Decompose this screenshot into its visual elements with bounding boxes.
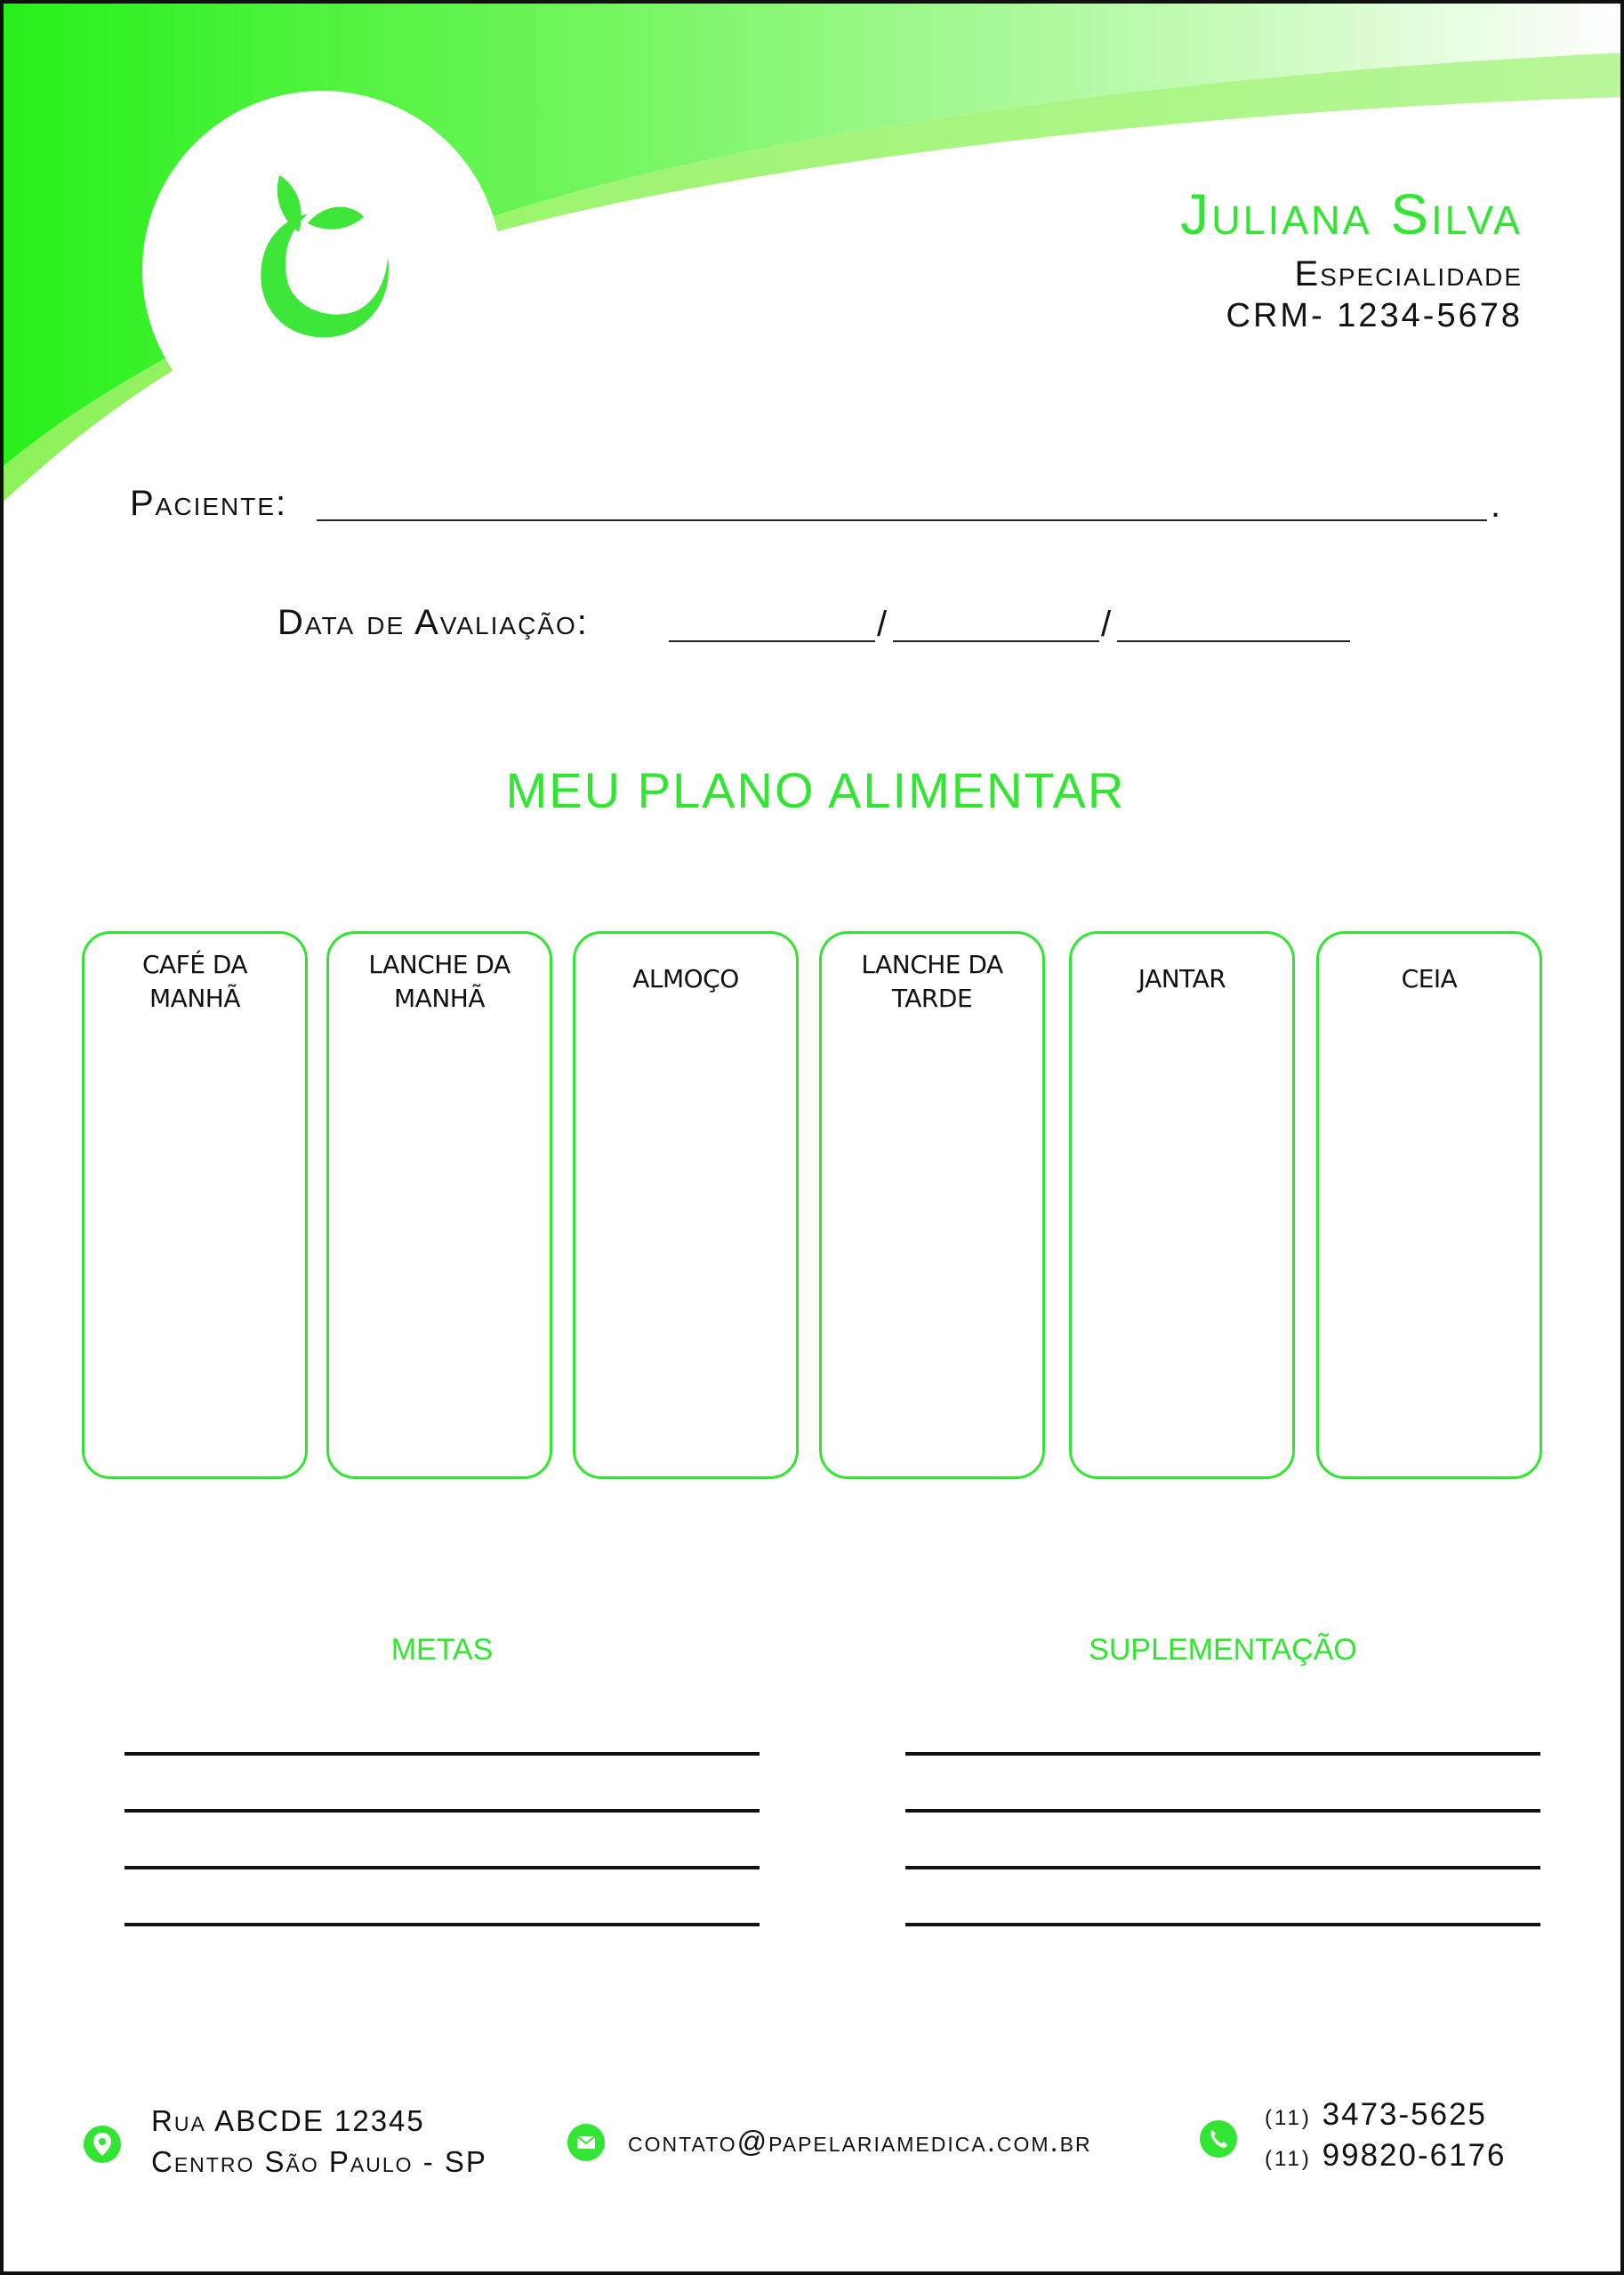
supplement-line[interactable] — [905, 1809, 1540, 1813]
envelope-icon — [567, 2124, 605, 2161]
meal-box-dinner[interactable] — [1069, 931, 1295, 1479]
meal-box-lunch[interactable] — [573, 931, 799, 1479]
contact-email[interactable]: contato@papelariamedica.com.br — [628, 2125, 1092, 2158]
plan-title: MEU PLANO ALIMENTAR — [505, 762, 1126, 818]
date-day-line[interactable] — [669, 640, 875, 642]
patient-label: Paciente: — [130, 484, 288, 523]
date-month-line[interactable] — [893, 640, 1099, 642]
supplement-title: SUPLEMENTAÇÃO — [1089, 1633, 1357, 1667]
leaf-logo-icon — [253, 168, 413, 355]
meal-label: CAFÉ DA MANHÃ — [141, 950, 248, 1013]
doctor-name: Juliana Silva — [1180, 182, 1523, 246]
evaluation-date-label: Data de Avaliação: — [277, 603, 589, 642]
phone-icon — [1200, 2120, 1237, 2158]
address-line-2: Centro São Paulo - SP — [151, 2145, 487, 2178]
date-separator: / — [877, 605, 888, 644]
date-year-line[interactable] — [1117, 640, 1350, 642]
supplement-line[interactable] — [905, 1923, 1540, 1926]
doctor-crm: CRM- 1234-5678 — [1226, 297, 1523, 334]
date-separator: / — [1101, 605, 1112, 644]
goals-line[interactable] — [125, 1866, 760, 1869]
meal-box-breakfast[interactable] — [82, 931, 308, 1479]
supplement-line[interactable] — [905, 1752, 1540, 1756]
phone-2[interactable]: (11) 99820-6176 — [1265, 2138, 1507, 2173]
address-line-1: Rua ABCDE 12345 — [151, 2104, 425, 2137]
supplement-line[interactable] — [905, 1866, 1540, 1869]
phone-1[interactable]: (11) 3473-5625 — [1265, 2097, 1488, 2132]
meal-box-morning-snack[interactable] — [326, 931, 552, 1479]
meal-box-afternoon-snack[interactable] — [819, 931, 1045, 1479]
meal-label: JANTAR — [1138, 964, 1226, 993]
goals-line[interactable] — [125, 1923, 760, 1926]
goals-title: METAS — [390, 1633, 494, 1667]
meal-label: LANCHE DA MANHÃ — [368, 950, 511, 1013]
meal-label: ALMOÇO — [632, 964, 739, 993]
patient-line[interactable] — [317, 519, 1487, 521]
meal-label: LANCHE DA TARDE — [861, 950, 1003, 1013]
meal-label: CEIA — [1401, 964, 1458, 993]
doctor-specialty: Especialidade — [1294, 254, 1523, 293]
goals-line[interactable] — [125, 1809, 760, 1813]
goals-line[interactable] — [125, 1752, 760, 1756]
patient-line-end: . — [1491, 486, 1501, 525]
meal-box-supper[interactable] — [1316, 931, 1542, 1479]
header-swoosh — [4, 4, 1624, 502]
location-pin-icon — [84, 2126, 121, 2163]
